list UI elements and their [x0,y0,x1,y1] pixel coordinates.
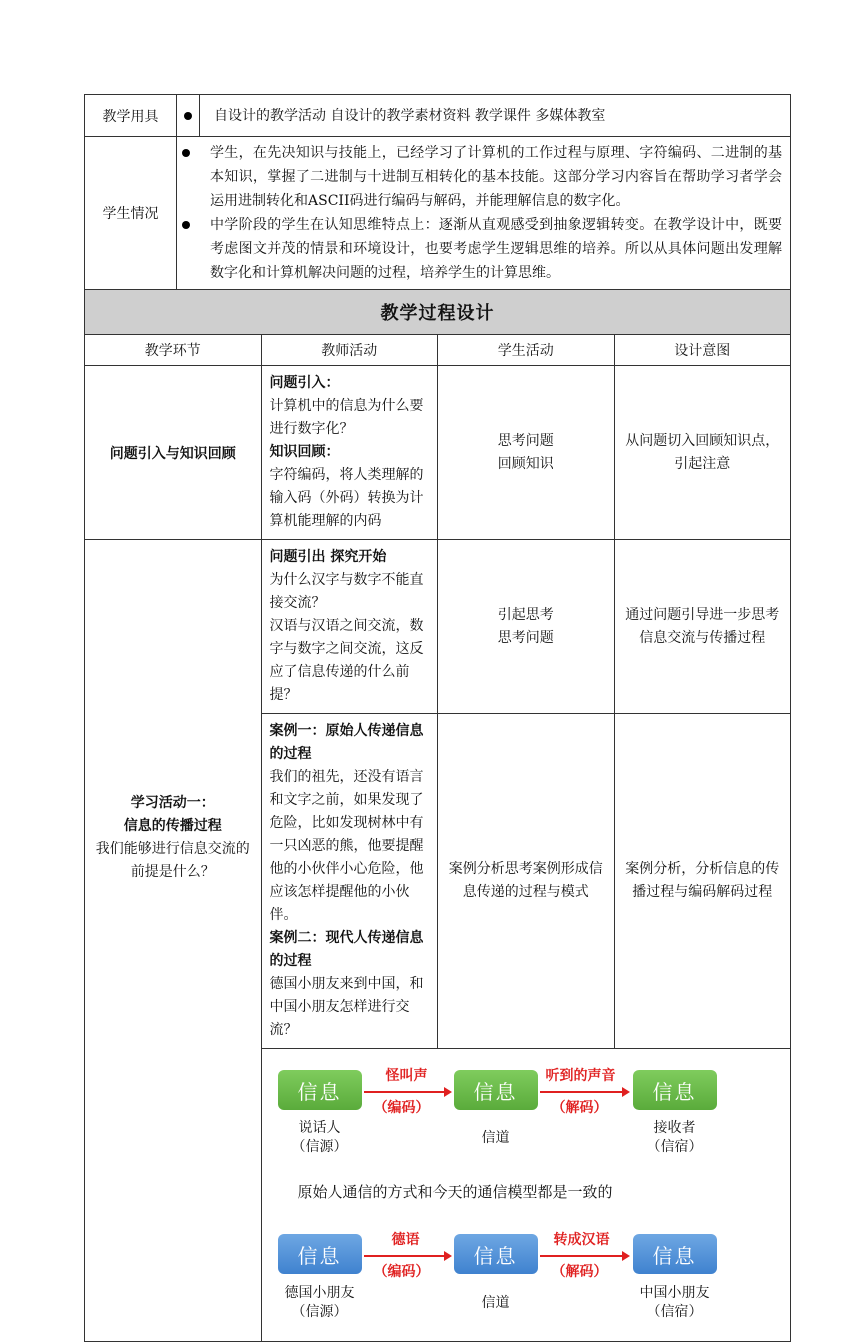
table-row [85,366,791,540]
info-box-source: 信息 [278,1070,362,1110]
header-intent: 设计意图 [614,335,791,366]
document-page [84,94,791,1342]
encode-tag: （编码） [373,1100,430,1116]
process-table [84,289,791,1342]
student-cell: 思考问题 回顾知识 [438,366,615,540]
encode-arrow [364,1091,450,1093]
header-teacher: 教师活动 [261,335,438,366]
encode-word: 怪叫声 [385,1068,428,1084]
intent-cell: 从问题切入回顾知识点，引起注意 [614,366,791,540]
encode-arrow [364,1255,450,1257]
receiver-label: 中国小朋友 （信宿） [639,1285,710,1320]
communication-diagram [262,1049,791,1341]
decode-arrow [540,1091,628,1093]
decode-word: 转成汉语 [553,1232,610,1248]
student-cell: 引起思考 思考问题 [438,540,615,714]
students-bullet-1: 学生，在先决知识与技能上，已经学习了计算机的工作过程与原理、字符编码、二进制的基本知识，掌握了二进制与十进制互相转化的基本技能。这部分学习内容旨在帮助学习者学会运用进制转化和ASCII码进行编码与解码，并能理解信息的数字化。 [177,141,782,213]
info-table [84,94,791,290]
stage-cell: 学习活动一： 信息的传播过程 我们能够进行信息交流的前提是什么？ [85,540,262,1342]
source-label: 说话人 （信源） [291,1120,348,1155]
info-box-receiver: 信息 [633,1234,717,1274]
bullet-icon [182,221,190,229]
info-box-source: 信息 [278,1234,362,1274]
receiver-label: 接收者 （信宿） [646,1120,703,1155]
decode-tag: （解码） [551,1264,608,1280]
channel-label: 信道 [481,1130,510,1146]
students-row [85,137,791,290]
intent-cell: 案例分析，分析信息的传播过程与编码解码过程 [614,714,791,1049]
bullet-icon [182,149,190,157]
teacher-cell: 问题引入： 计算机中的信息为什么要进行数字化？ 知识回顾： 字符编码，将人类理解的输入码（外码）转换为计算机能理解的内码 [261,366,438,540]
teacher-cell: 问题引出 探究开始 为什么汉字与数字不能直接交流？ 汉语与汉语之间交流，数字与数字之间交流，这反应了信息传递的什么前提？ [261,540,438,714]
info-box-channel: 信息 [454,1070,538,1110]
model-note: 原始人通信的方式和今天的通信模型都是一致的 [297,1183,613,1201]
students-label: 学生情况 [85,137,177,290]
intent-cell: 通过问题引导进一步思考信息交流与传播过程 [614,540,791,714]
diagram-cell [261,1049,791,1342]
teacher-cell: 案例一：原始人传递信息的过程 我们的祖先，还没有语言和文字之前，如果发现了危险，比如发现树林中有一只凶恶的熊，他要提醒他的小伙伴小心危险，他应该怎样提醒他的小伙伴。 案例二：现代人传递信息的过程 德国小朋友来到中国，和中国小朋友怎样进行交流？ [261,714,438,1049]
students-cell [177,137,791,290]
table-row [85,540,791,714]
channel-label: 信道 [481,1295,510,1311]
header-row [85,335,791,366]
encode-word: 德语 [391,1232,420,1248]
encode-tag: （编码） [373,1264,430,1280]
header-stage: 教学环节 [85,335,262,366]
tools-label: 教学用具 [85,95,177,137]
decode-tag: （解码） [551,1100,608,1116]
stage-cell: 问题引入与知识回顾 [85,366,262,540]
tools-text: 自设计的教学活动 自设计的教学素材资料 教学课件 多媒体教室 [200,95,791,137]
info-box-receiver: 信息 [633,1070,717,1110]
header-student: 学生活动 [438,335,615,366]
section-title: 教学过程设计 [85,290,791,335]
decode-word: 听到的声音 [545,1068,616,1084]
decode-arrow [540,1255,628,1257]
info-box-channel: 信息 [454,1234,538,1274]
bullet-icon [184,112,192,120]
student-cell: 案例分析思考案例形成信息传递的过程与模式 [438,714,615,1049]
students-bullet-2: 中学阶段的学生在认知思维特点上：逐渐从直观感受到抽象逻辑转变。在教学设计中，既要考虑图文并茂的情景和环境设计，也要考虑学生逻辑思维的培养。所以从具体问题出发理解数字化和计算机解决问题的过程，培养学生的计算思维。 [177,213,782,285]
tools-row [85,95,791,137]
source-label: 德国小朋友 （信源） [284,1285,355,1320]
